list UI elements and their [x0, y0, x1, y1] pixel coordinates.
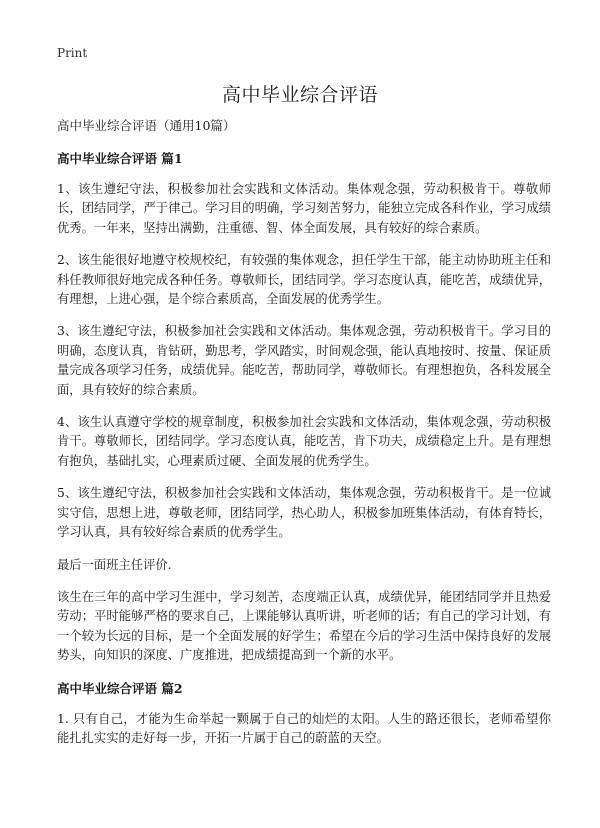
- paragraph: 1、该生遵纪守法，积极参加社会实践和文体活动。集体观念强，劳动积极肯干。尊敬师长，团结同学，严于律己。学习目的明确，学习刻苦努力，能独立完成各科作业，学习成绩优秀。一年来，坚持出满勤，注重德、智、体全面发展，具有较好的综合素质。: [57, 182, 551, 235]
- section-heading: 高中毕业综合评语 篇1: [57, 151, 183, 166]
- section-heading: 高中毕业综合评语 篇2: [57, 680, 183, 696]
- print-link[interactable]: Print: [57, 46, 88, 60]
- section-2: [57, 679, 551, 749]
- section-1: [57, 149, 551, 666]
- paragraph: 3、该生遵纪守法，积极参加社会实践和文体活动。集体观念强，劳动积极肯干。学习目的明确，态度认真，肯钻研，勤思考，学风踏实，时间观念强，能认真地按时、按量、保证质量完成各项学习任务，成绩优异。能吃苦，帮助同学，尊敬师长。有理想抱负，各科发展全面，具有较好的综合素质。: [57, 324, 551, 397]
- paragraph: 该生在三年的高中学习生涯中，学习刻苦，态度端正认真，成绩优异，能团结同学并且热爱劳动；平时能够严格的要求自己，上课能够认真听讲，听老师的话；有自己的学习计划，有一个较为长远的目标，是一个全面发展的好学生；希望在今后的学习生活中保持良好的发展势头，向知识的深度、广度推进，把成绩提高到一个新的水平。: [57, 589, 551, 663]
- paragraph: 4、该生认真遵守学校的规章制度，积极参加社会实践和文体活动，集体观念强，劳动积极肯干。尊敬师长，团结同学。学习态度认真，能吃苦，肯下功夫，成绩稳定上升。是有理想有抱负，基础扎实，心理素质过硬、全面发展的优秀学生。: [57, 415, 551, 468]
- document-subtitle: 高中毕业综合评语（通用10篇）: [57, 118, 236, 133]
- paragraph: 最后一面班主任评价.: [57, 557, 172, 572]
- paragraph: 2、该生能很好地遵守校规校纪，有较强的集体观念，担任学生干部，能主动协助班主任和科任教师很好地完成各种任务。尊敬师长，团结同学。学习态度认真，能吃苦，成绩优异，有理想，上进心强，是个综合素质高，全面发展的优秀学生。: [57, 253, 551, 307]
- document-title: 高中毕业综合评语: [221, 84, 378, 106]
- paragraph: 5、该生遵纪守法，积极参加社会实践和文体活动，集体观念强，劳动积极肯干。是一位诚实守信，思想上进，尊敬老师，团结同学，热心助人，积极参加班集体活动，有体育特长，学习认真，具有较好综合素质的优秀学生。: [57, 486, 551, 540]
- document-content: [57, 116, 551, 761]
- paragraph: 1. 只有自己，才能为生命举起一颗属于自己的灿烂的太阳。人生的路还很长，老师希望你能扎扎实实的走好每一步，开拓一片属于自己的蔚蓝的天空。: [57, 711, 551, 745]
